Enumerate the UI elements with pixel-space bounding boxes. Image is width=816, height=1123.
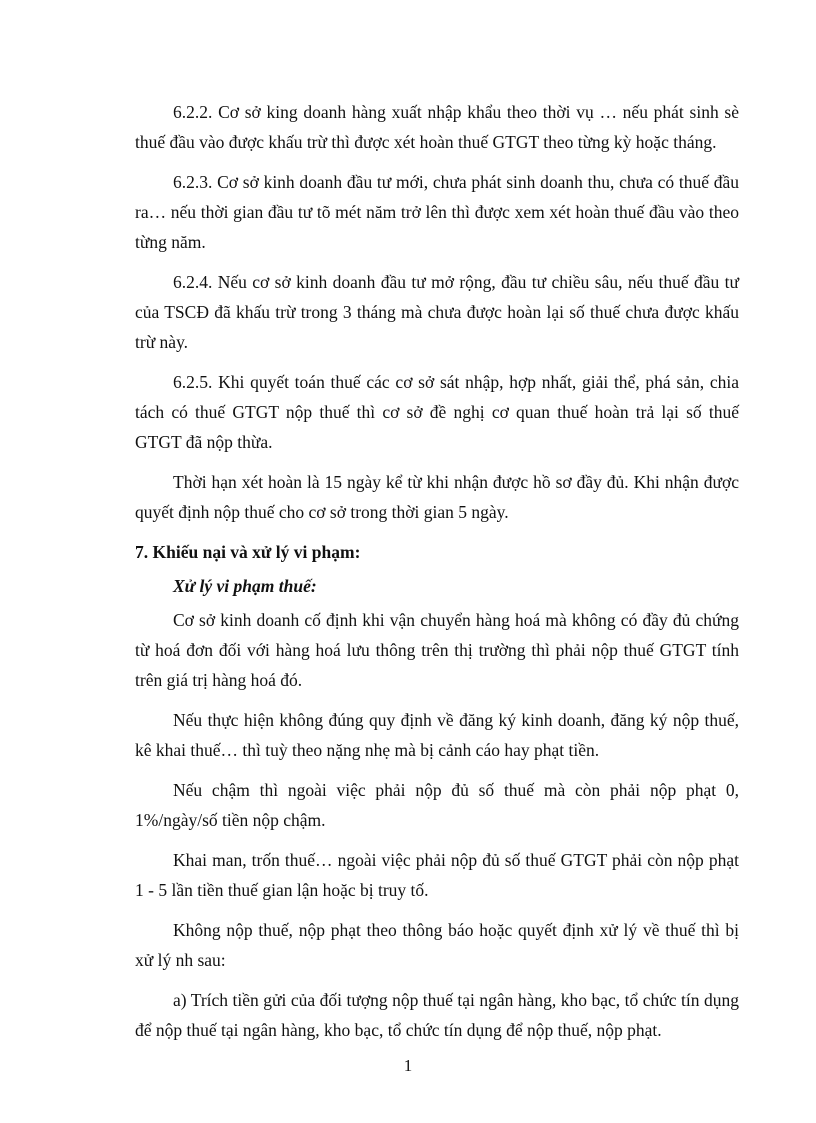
paragraph-6-2-4: 6.2.4. Nếu cơ sở kinh doanh đầu tư mở rộng, đầu tư chiều sâu, nếu thuế đầu tư của TSCĐ đã khấu trừ trong 3 tháng mà chưa được hoàn lại số thuế chưa được khấu trừ này. [135,272,739,352]
document-page [135,97,739,1055]
paragraph-transport: Cơ sở kinh doanh cố định khi vận chuyển hàng hoá mà không có đầy đủ chứng từ hoá đơn đối với hàng hoá lưu thông trên thị trường thì phải nộp thuế GTGT tính trên giá trị hàng hoá đó. [135,610,739,690]
paragraph-registration: Nếu thực hiện không đúng quy định về đăng ký kinh doanh, đăng ký nộp thuế, kê khai thuế… thì tuỳ theo nặng nhẹ mà bị cảnh cáo hay phạt tiền. [135,710,739,760]
page-number: 1 [403,1056,413,1075]
section-heading: 7. Khiếu nại và xử lý vi phạm: [135,542,361,562]
paragraph-deadline: Thời hạn xét hoàn là 15 ngày kể từ khi nhận được hồ sơ đầy đủ. Khi nhận được quyết định nộp thuế cho cơ sở trong thời gian 5 ngày. [135,472,739,522]
paragraph-non-payment: Không nộp thuế, nộp phạt theo thông báo hoặc quyết định xử lý về thuế thì bị xử lý nh sau: [135,920,739,970]
paragraph-6-2-5: 6.2.5. Khi quyết toán thuế các cơ sở sát nhập, hợp nhất, giải thể, phá sản, chia tách có thuế GTGT nộp thuế thì cơ sở đề nghị cơ quan thuế hoàn trả lại số thuế GTGT đã nộp thừa. [135,372,739,452]
paragraph-6-2-3: 6.2.3. Cơ sở kinh doanh đầu tư mới, chưa phát sinh doanh thu, chưa có thuế đầu ra… nếu thời gian đầu tư tõ mét năm trở lên thì được xem xét hoàn thuế đầu vào theo từng năm. [135,172,739,252]
paragraph-late-payment: Nếu chậm thì ngoài việc phải nộp đủ số thuế mà còn phải nộp phạt 0, 1%/ngày/số tiền nộp chậm. [135,780,739,830]
paragraph-fraud: Khai man, trốn thuế… ngoài việc phải nộp đủ số thuế GTGT phải còn nộp phạt 1 - 5 lần tiền thuế gian lận hoặc bị truy tố. [135,850,739,900]
section-subheading: Xử lý vi phạm thuế: [173,576,317,596]
paragraph-item-a: a) Trích tiền gửi của đối tượng nộp thuế tại ngân hàng, kho bạc, tổ chức tín dụng để nộp thuế tại ngân hàng, kho bạc, tổ chức tín dụng để nộp thuế, nộp phạt. [135,990,739,1040]
paragraph-6-2-2: 6.2.2. Cơ sở king doanh hàng xuất nhập khẩu theo thời vụ … nếu phát sinh sè thuế đầu vào được khấu trừ thì được xét hoàn thuế GTGT theo từng kỳ hoặc tháng. [135,102,739,152]
